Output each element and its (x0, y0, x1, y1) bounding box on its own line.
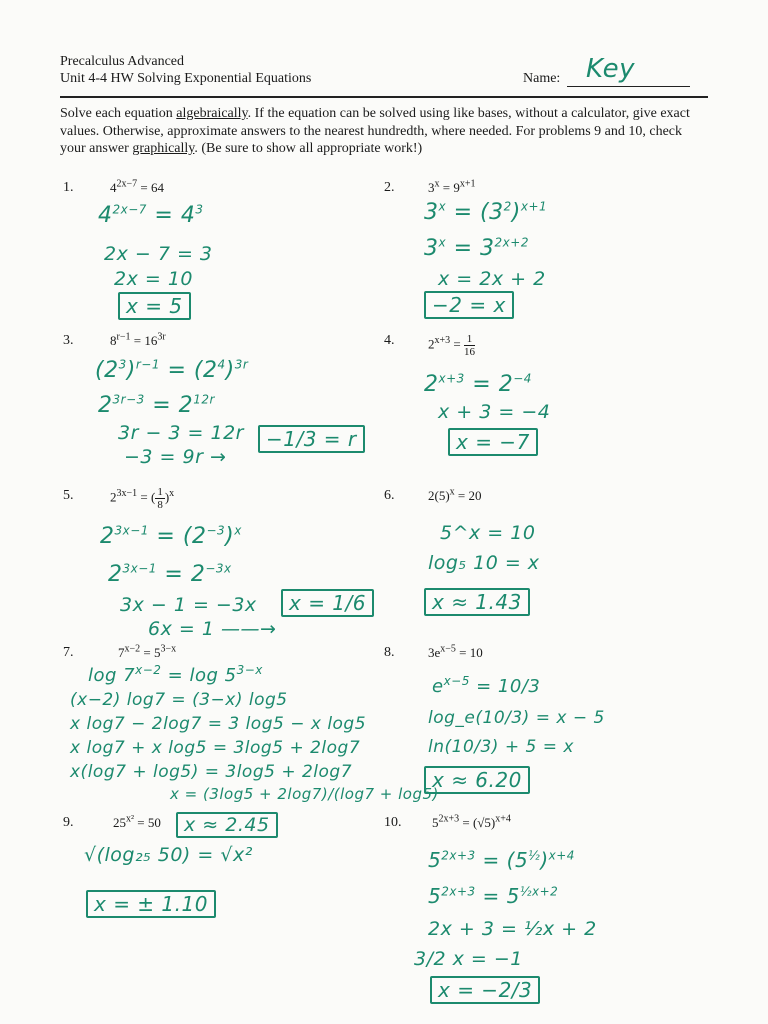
p2-step3: x = 2x + 2 (438, 268, 546, 290)
p3-answer-box: −1/3 = r (258, 425, 365, 453)
p3-step4: −3 = 9r → (124, 446, 227, 468)
p9-step1: √(log₂₅ 50) = √x² (84, 844, 253, 866)
p9-answer-box-top: x ≈ 2.45 (176, 812, 278, 838)
p5-answer-box: x = 1/6 (281, 589, 374, 617)
p6-step1: 5^x = 10 (440, 522, 536, 544)
problem-5-equation: $2^{3x-1}$ = ( $\frac{1}{8}$ )$^x$ (110, 486, 175, 511)
p7-step2: (x−2) log7 = (3−x) log5 (70, 690, 288, 710)
p10-step1: $5^{2x+3} = (5^{\frac{1}{2}})^{x+4}$ (428, 848, 575, 872)
problem-10-equation: $5^{2x+3} = (√5)^{x+4}$ (432, 813, 511, 830)
p8-step3: ln(10/3) + 5 = x (428, 737, 574, 757)
unit-title: Unit 4-4 HW Solving Exponential Equations (60, 71, 312, 86)
problem-4-number: 4. (384, 333, 395, 348)
p6-answer-box: x ≈ 1.43 (424, 588, 530, 616)
p1-answer-box: x = 5 (118, 292, 191, 320)
p7-step1: $\log 7^{x-2} = \log 5^{3-x}$ (88, 663, 263, 686)
p7-step4: x log7 + x log5 = 3log5 + 2log7 (70, 738, 361, 758)
p1-step1: $4^{2x-7} = 4^3$ (98, 202, 204, 228)
p5-step3: 3x − 1 = −3x (120, 594, 257, 616)
p9-answer-box: x = ± 1.10 (86, 890, 216, 918)
problem-4-equation: $2^{x+3}$ = $\frac{1}{16}$ (428, 333, 475, 358)
problem-9-equation: $25^{x^2} = 50$ (113, 813, 161, 830)
p4-step2: x + 3 = −4 (438, 401, 551, 423)
p7-step6: x = (3log5 + 2log7)/(log7 + log5) (170, 785, 439, 803)
problem-7-number: 7. (63, 645, 74, 660)
p2-answer-box: −2 = x (424, 291, 514, 319)
p3-step1: $(2^3)^{r-1} = (2^4)^{3r}$ (95, 357, 249, 383)
p5-step4: 6x = 1 ——→ (148, 618, 277, 640)
p3-step3: 3r − 3 = 12r (118, 422, 244, 444)
problem-2-equation: $3^x = 9^{x+1}$ (428, 178, 476, 195)
p2-step1: $3^x = (3^2)^{x+1}$ (424, 199, 548, 225)
p7-step3: x log7 − 2log7 = 3 log5 − x log5 (70, 714, 367, 734)
problem-6-equation: $2(5)^x = 20$ (428, 486, 482, 503)
p7-step5: x(log7 + log5) = 3log5 + 2log7 (70, 762, 353, 782)
problem-10-number: 10. (384, 815, 402, 830)
p6-step2: log₅ 10 = x (428, 552, 540, 574)
instructions: Solve each equation algebraically. If the equation can be solved using like bases, without a calculator, give exact values. Otherwise, approximate answers to the nearest hundredth, where needed. For problems 9 and 10, check your answer graphically. (Be sure to show all appropriate work!) (60, 106, 690, 156)
problem-6-number: 6. (384, 488, 395, 503)
p10-step4: 3/2 x = −1 (414, 948, 523, 970)
p2-step2: $3^x = 3^{2x+2}$ (424, 235, 529, 261)
problem-3-number: 3. (63, 333, 74, 348)
name-underline (567, 86, 690, 87)
p3-step2: $2^{3r-3} = 2^{12r}$ (98, 392, 215, 418)
name-handwritten: Key (586, 54, 636, 84)
p10-answer-box: x = −2/3 (430, 976, 540, 1004)
problem-7-equation: $7^{x-2} = 5^{3-x}$ (118, 643, 177, 660)
problem-3-equation: $8^{r-1} = 16^{3r}$ (110, 331, 166, 348)
p8-step1: $e^{x-5} = 10/3$ (432, 674, 541, 697)
problem-8-number: 8. (384, 645, 395, 660)
p1-step3: 2x = 10 (114, 268, 194, 290)
name-label: Name: (523, 71, 561, 86)
p5-step2: $2^{3x-1} = 2^{-3x}$ (108, 561, 232, 587)
p5-step1: $2^{3x-1} = (2^{-3})^x$ (100, 523, 242, 549)
problem-1-equation: $4^{2x-7} = 64$ (110, 178, 164, 195)
p1-step2: 2x − 7 = 3 (104, 243, 213, 265)
problem-8-equation: $3e^{x-5} = 10$ (428, 643, 483, 660)
problem-5-number: 5. (63, 488, 74, 503)
p8-answer-box: x ≈ 6.20 (424, 766, 530, 794)
problem-2-number: 2. (384, 180, 395, 195)
p10-step2: $5^{2x+3} = 5^{\frac{1}{2}x+2}$ (428, 884, 559, 908)
p10-step3: 2x + 3 = ½x + 2 (428, 918, 597, 940)
header-rule (60, 96, 708, 98)
p4-step1: $2^{x+3} = 2^{-4}$ (424, 371, 532, 397)
problem-1-number: 1. (63, 180, 74, 195)
p4-answer-box: x = −7 (448, 428, 538, 456)
course-title: Precalculus Advanced (60, 54, 185, 69)
p8-step2: log_e(10/3) = x − 5 (428, 708, 605, 728)
problem-9-number: 9. (63, 815, 74, 830)
